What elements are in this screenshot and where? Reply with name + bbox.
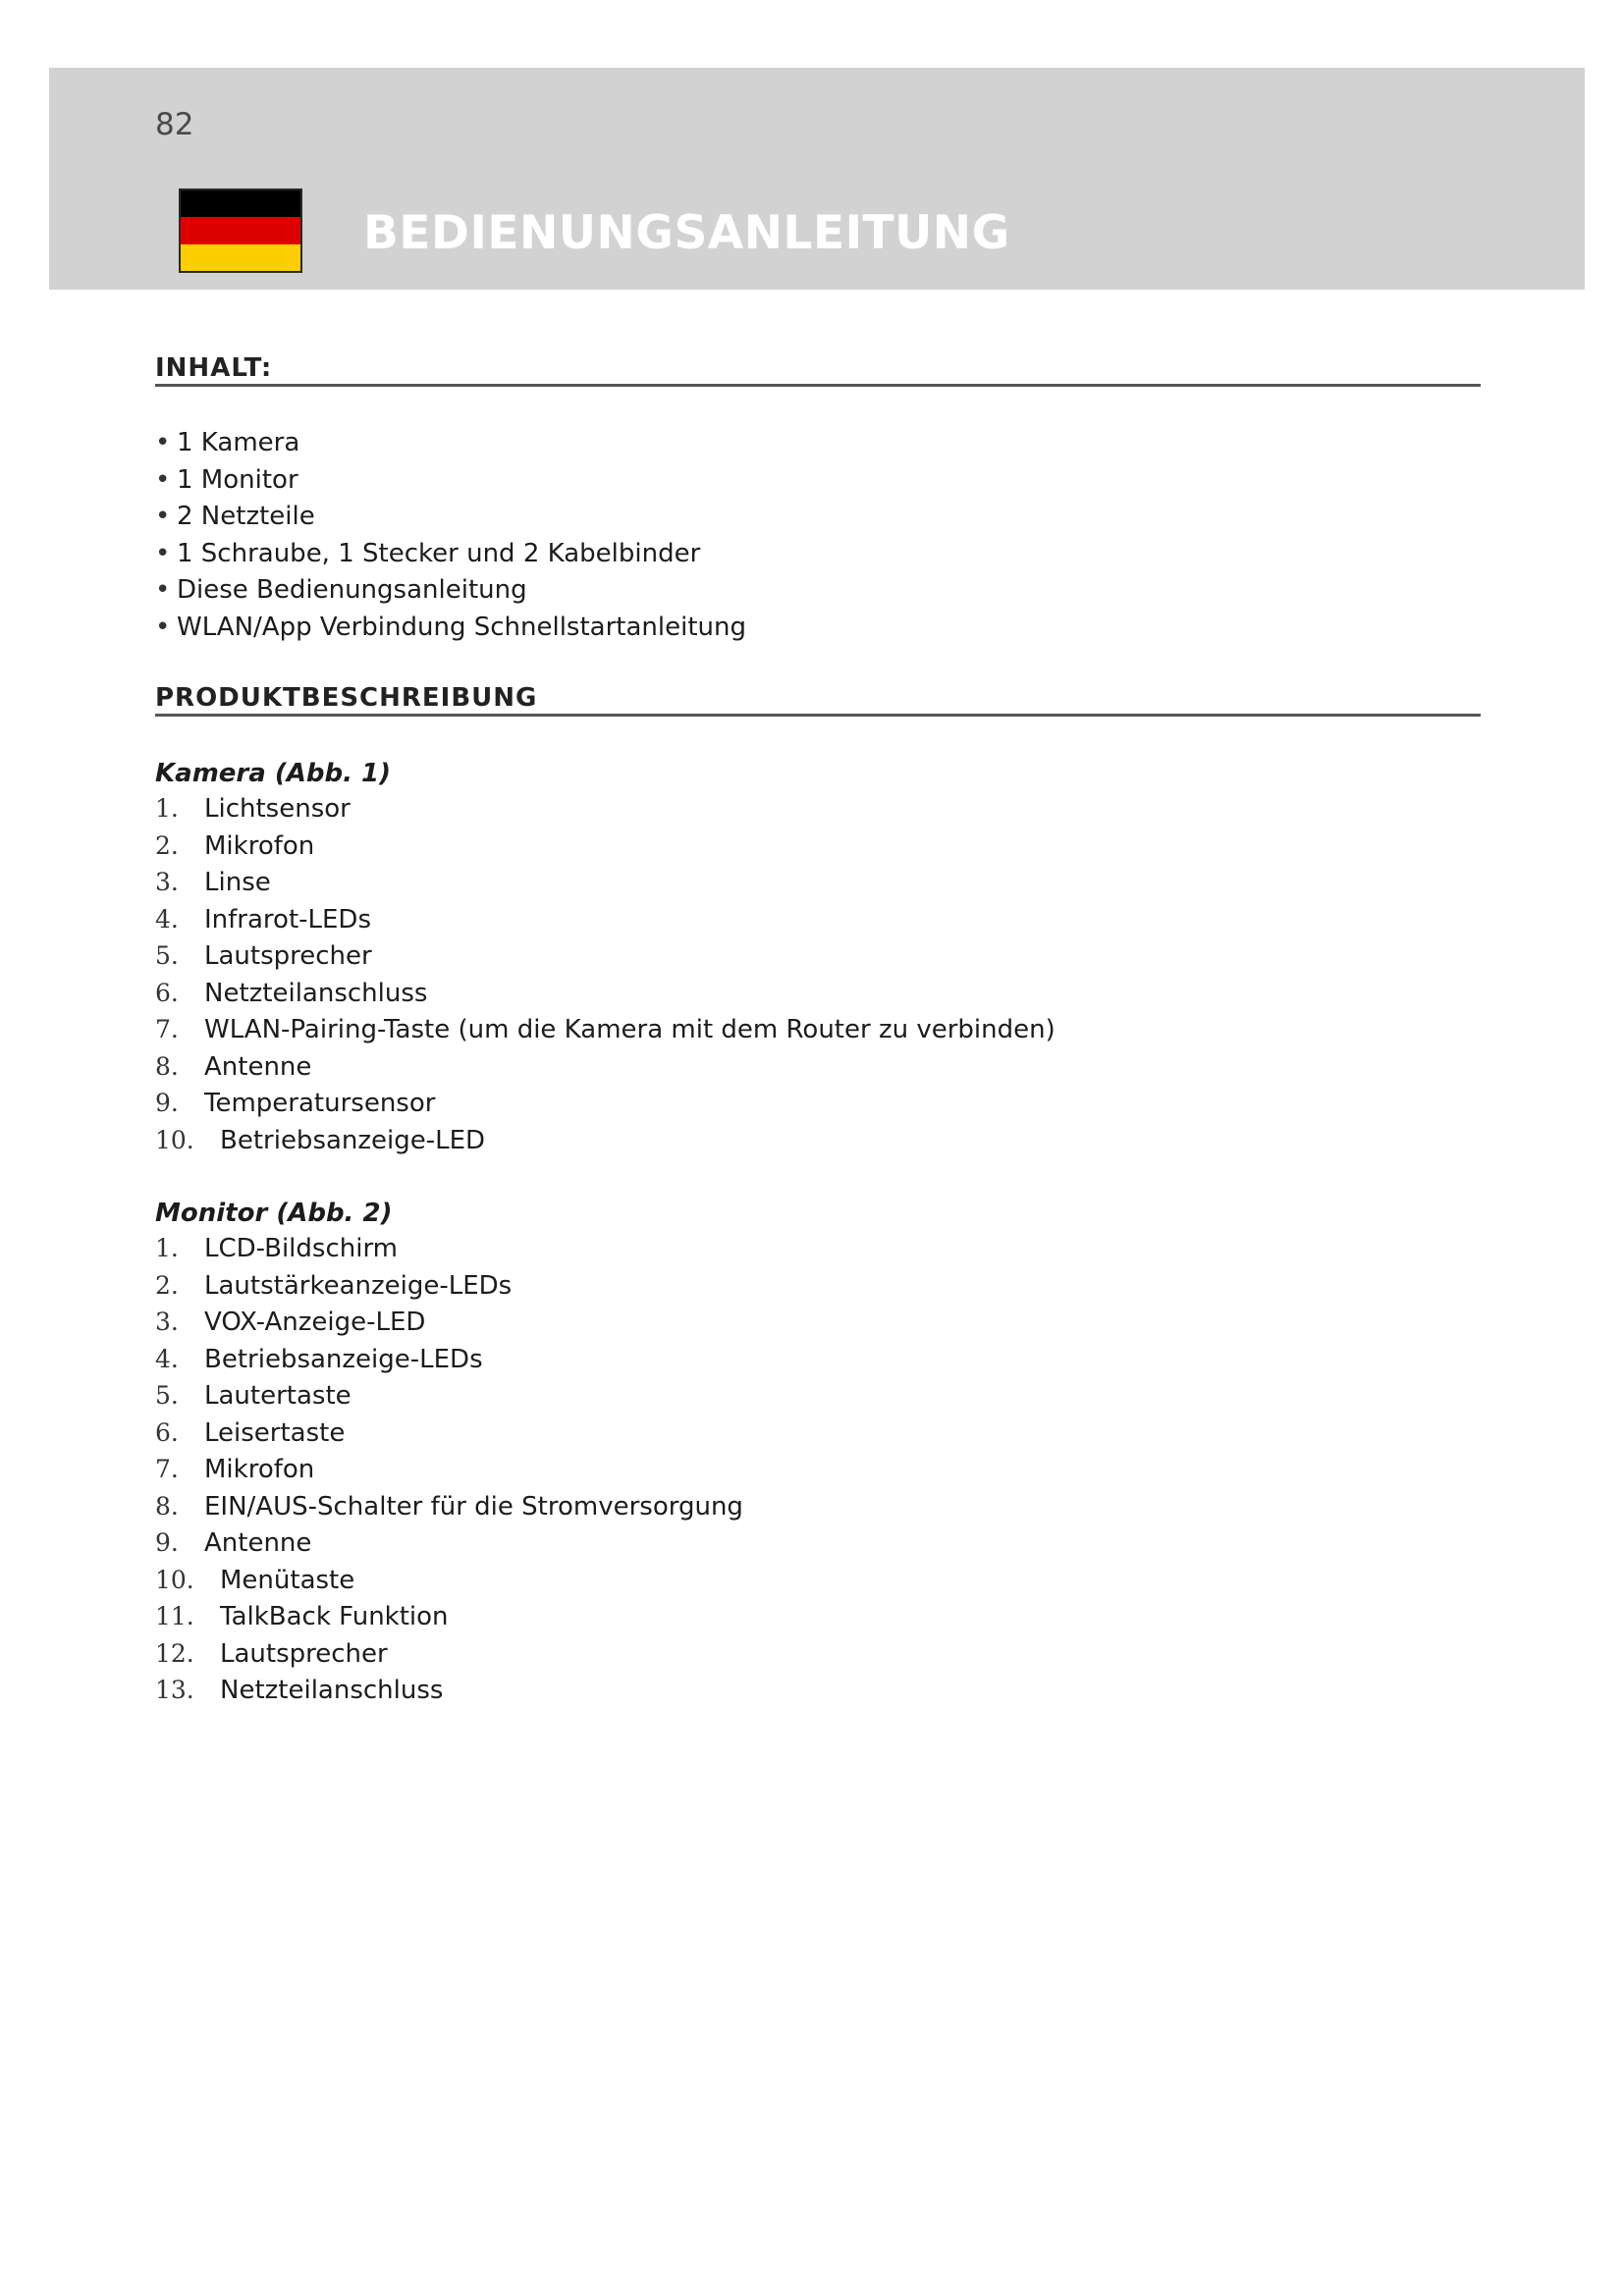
- item-label: Lautstärkeanzeige-LEDs: [204, 1270, 513, 1301]
- list-item-label: Diese Bedienungsanleitung: [177, 575, 527, 605]
- flag-stripe-gold: [181, 244, 300, 271]
- item-label: Linse: [204, 868, 271, 897]
- item-label: Betriebsanzeige-LEDs: [204, 1344, 483, 1374]
- page-number: 82: [155, 107, 194, 142]
- list-item: [155, 1267, 743, 1305]
- list-item: [155, 1451, 743, 1488]
- item-label: TalkBack Funktion: [220, 1602, 449, 1631]
- list-item: [155, 1635, 743, 1673]
- item-number: 8.: [155, 1491, 179, 1521]
- bullet-icon: •: [155, 612, 171, 642]
- list-item: [155, 1122, 1056, 1159]
- camera-parts-list: [155, 790, 1056, 1158]
- list-item: [155, 1415, 743, 1452]
- item-number: 9.: [155, 1089, 179, 1117]
- item-number: 13.: [155, 1676, 194, 1704]
- contents-heading: INHALT:: [155, 355, 1481, 387]
- item-label: Menütaste: [220, 1565, 355, 1595]
- list-item: [155, 828, 1056, 865]
- item-number: 12.: [155, 1638, 194, 1668]
- list-item: [155, 1598, 743, 1635]
- item-number: 9.: [155, 1528, 179, 1557]
- list-item: [155, 901, 1056, 938]
- list-item-label: 2 Netzteile: [177, 502, 315, 531]
- item-label: WLAN-Pairing-Taste (um die Kamera mit dem Router zu verbinden): [204, 1015, 1056, 1044]
- list-item: [155, 499, 746, 536]
- list-item: [155, 1524, 743, 1562]
- list-item: [155, 1085, 1056, 1122]
- list-item: [155, 975, 1056, 1012]
- item-number: 10.: [155, 1125, 194, 1154]
- list-item: [155, 937, 1056, 975]
- monitor-parts-list: [155, 1230, 743, 1709]
- product-description-heading: PRODUKTBESCHREIBUNG: [155, 685, 1481, 717]
- list-item: [155, 536, 746, 573]
- item-label: EIN/AUS-Schalter für die Stromversorgung: [204, 1491, 743, 1522]
- item-label: Lichtsensor: [204, 794, 351, 824]
- item-number: 3.: [155, 1308, 179, 1336]
- list-item: [155, 1048, 1056, 1086]
- item-label: LCD-Bildschirm: [204, 1234, 399, 1263]
- item-number: 4.: [155, 904, 179, 934]
- item-label: Antenne: [204, 1051, 312, 1082]
- list-item: [155, 1304, 743, 1341]
- list-item: [155, 790, 1056, 828]
- item-number: 7.: [155, 1015, 179, 1043]
- item-number: 2.: [155, 830, 179, 860]
- item-label: Leisertaste: [204, 1417, 346, 1448]
- item-label: Netzteilanschluss: [220, 1676, 444, 1705]
- item-number: 8.: [155, 1051, 179, 1081]
- item-label: Mikrofon: [204, 830, 315, 861]
- item-label: Antenne: [204, 1528, 312, 1558]
- item-number: 4.: [155, 1344, 179, 1373]
- monitor-subheading: Monitor (Abb. 2): [155, 1199, 393, 1228]
- list-item: [155, 1230, 743, 1267]
- item-number: 6.: [155, 1417, 179, 1447]
- item-number: 11.: [155, 1602, 194, 1630]
- list-item: [155, 425, 746, 462]
- item-number: 6.: [155, 978, 179, 1007]
- item-number: 5.: [155, 941, 179, 970]
- list-item: [155, 572, 746, 610]
- item-number: 1.: [155, 794, 179, 823]
- list-item: [155, 1341, 743, 1378]
- item-number: 2.: [155, 1270, 179, 1300]
- item-label: Netzteilanschluss: [204, 978, 428, 1008]
- list-item-label: WLAN/App Verbindung Schnellstartanleitung: [177, 612, 746, 642]
- item-label: Lautertaste: [204, 1381, 352, 1411]
- item-label: Mikrofon: [204, 1455, 315, 1484]
- item-number: 1.: [155, 1234, 179, 1262]
- item-number: 10.: [155, 1565, 194, 1594]
- item-label: Betriebsanzeige-LED: [220, 1125, 486, 1155]
- list-item: [155, 1672, 743, 1709]
- list-item-label: 1 Kamera: [177, 428, 300, 457]
- list-item: [155, 1011, 1056, 1048]
- item-number: 7.: [155, 1455, 179, 1483]
- item-label: Lautsprecher: [204, 941, 372, 971]
- flag-stripe-black: [181, 190, 300, 217]
- item-number: 3.: [155, 868, 179, 896]
- list-item: [155, 864, 1056, 901]
- flag-stripe-red: [181, 217, 300, 243]
- item-label: Infrarot-LEDs: [204, 904, 372, 934]
- contents-list: [155, 425, 746, 646]
- camera-subheading: Kamera (Abb. 1): [155, 759, 391, 788]
- bullet-icon: •: [155, 464, 171, 495]
- list-item: [155, 1562, 743, 1599]
- bullet-icon: •: [155, 428, 171, 457]
- list-item: [155, 1377, 743, 1415]
- german-flag-icon: [179, 188, 302, 273]
- bullet-icon: •: [155, 502, 171, 531]
- bullet-icon: •: [155, 538, 171, 568]
- document-title: BEDIENUNGSANLEITUNG: [363, 206, 1010, 260]
- list-item-label: 1 Schraube, 1 Stecker und 2 Kabelbinder: [177, 538, 701, 568]
- item-label: Lautsprecher: [220, 1638, 388, 1669]
- list-item: [155, 462, 746, 500]
- list-item: [155, 610, 746, 647]
- list-item-label: 1 Monitor: [177, 464, 298, 495]
- item-number: 5.: [155, 1381, 179, 1410]
- item-label: VOX-Anzeige-LED: [204, 1308, 426, 1337]
- item-label: Temperatursensor: [204, 1089, 436, 1118]
- list-item: [155, 1488, 743, 1525]
- bullet-icon: •: [155, 575, 171, 605]
